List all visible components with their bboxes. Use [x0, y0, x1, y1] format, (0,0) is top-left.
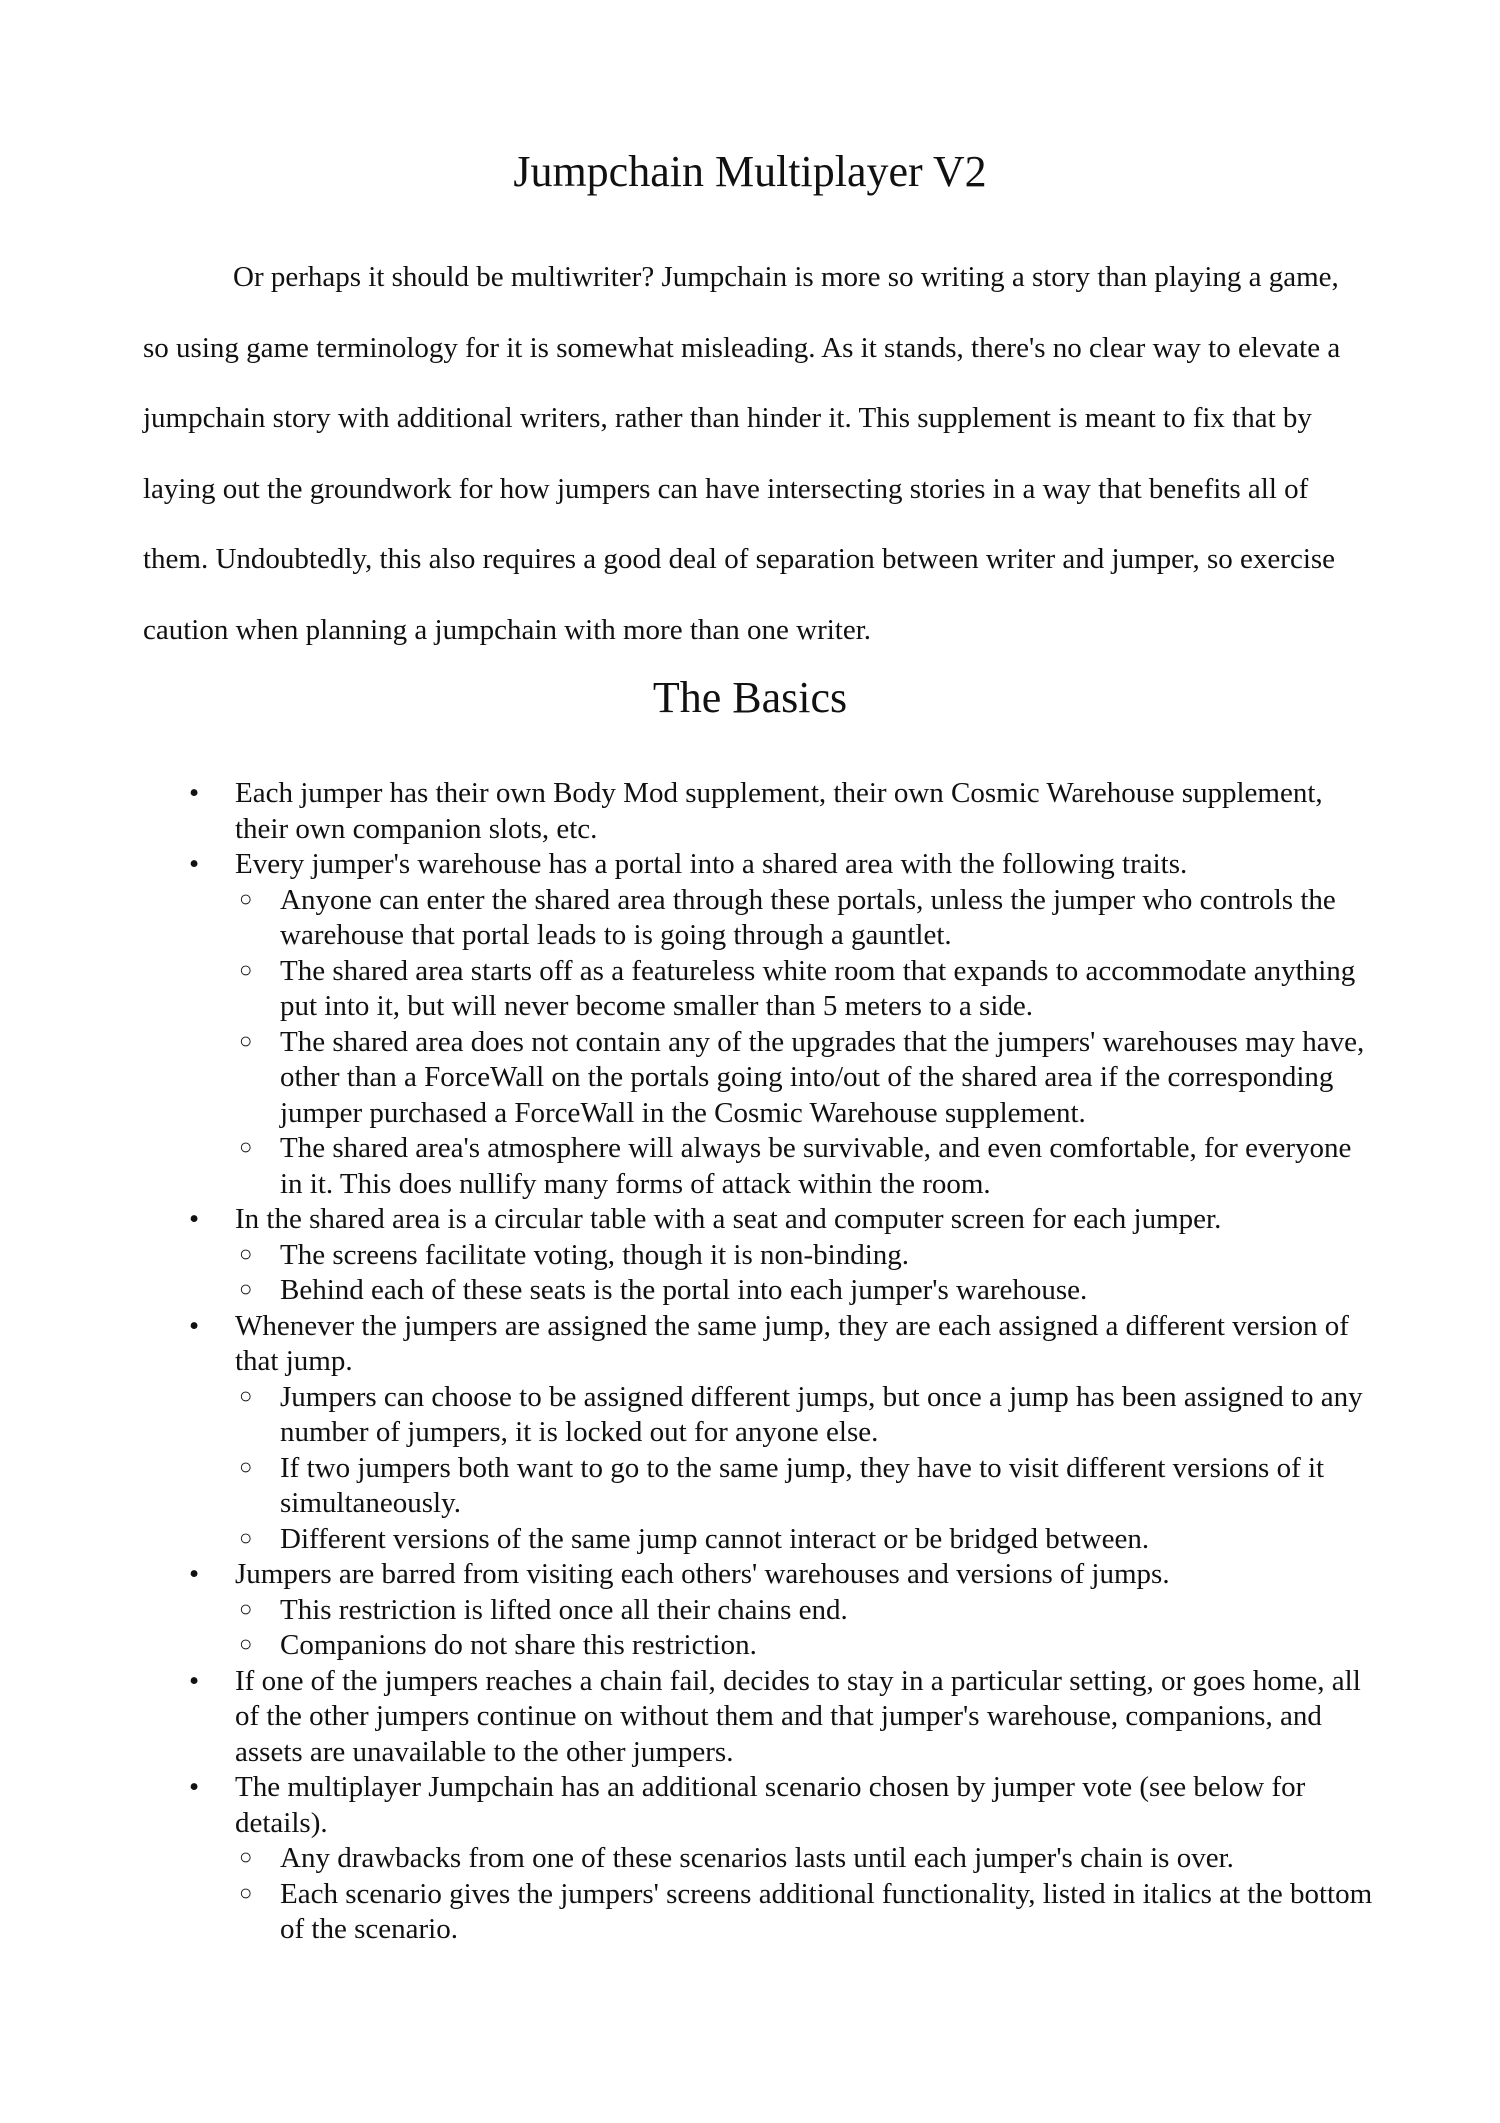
sub-list-item-text: Anyone can enter the shared area through these portals, unless the jumper who controls the warehouse that portal leads to is going through a gauntlet. [280, 883, 1336, 951]
sub-list-item-text: The shared area starts off as a featureless white room that expands to accommodate anything put into it, but will never become smaller than 5 meters to a side. [280, 954, 1356, 1022]
sub-list-item [0, 1628, 1380, 1664]
sub-list-item [0, 954, 1380, 1025]
sub-list-item-text: This restriction is lifted once all their chains end. [280, 1593, 848, 1626]
hollow-bullet-icon: ○ [239, 885, 253, 911]
list-item-text: Each jumper has their own Body Mod supplement, their own Cosmic Warehouse supplement, their own companion slots, etc. [235, 777, 1323, 845]
intro-text: Or perhaps it should be multiwriter? Jumpchain is more so writing a story than playing a game, so using game terminology for it is somewhat misleading. As it stands, there's no clear way to elevate a jumpchain story with additional writers, rather than hinder it. This supplement is meant to fix that by laying out the groundwork for how jumpers can have intersecting stories in a way that benefits all of them. Undoubtedly, this also requires a good deal of separation between writer and jumper, so exercise caution when planning a jumpchain with more than one writer. [143, 261, 1341, 646]
sub-list-item [0, 1131, 1380, 1202]
sub-list-item [0, 1522, 1380, 1558]
list-item-text: Whenever the jumpers are assigned the same jump, they are each assigned a different version of that jump. [235, 1309, 1349, 1377]
sub-list-item [0, 1380, 1380, 1451]
sub-list-item [0, 1877, 1380, 1948]
sub-list-item-text: Different versions of the same jump cannot interact or be bridged between. [280, 1522, 1150, 1555]
hollow-bullet-icon: ○ [239, 1240, 253, 1266]
hollow-bullet-icon: ○ [239, 1631, 253, 1656]
sub-list-item-text: The shared area does not contain any of the upgrades that the jumpers' warehouses may have, other than a ForceWall on the portals going into/out of the shared area if the corresponding jumper purchased a ForceWall in the Cosmic Warehouse supplement. [280, 1025, 1365, 1129]
sub-list-item-text: If two jumpers both want to go to the same jump, they have to visit different versions of it simultaneously. [280, 1451, 1325, 1519]
hollow-bullet-icon: ○ [239, 1276, 253, 1301]
sub-list-item [0, 883, 1380, 954]
list-item [0, 847, 1365, 883]
hollow-bullet-icon: ○ [239, 1844, 253, 1869]
sub-list-item [0, 1593, 1380, 1629]
basics-bullet-list [0, 776, 1500, 1948]
bullet-icon: • [189, 1664, 200, 1697]
bullet-icon: • [189, 777, 200, 809]
sub-list-item-text: Any drawbacks from one of these scenarios lasts until each jumper's chain is over. [280, 1842, 1234, 1874]
list-item [0, 1309, 1365, 1380]
bullet-icon: • [189, 1309, 200, 1342]
sub-list-item-text: Jumpers can choose to be assigned different jumps, but once a jump has been assigned to any number of jumpers, it is locked out for anyone else. [280, 1380, 1363, 1448]
sub-list-item-text: Each scenario gives the jumpers' screens additional functionality, listed in italics at the bottom of the scenario. [280, 1877, 1373, 1945]
list-item [0, 1202, 1365, 1238]
hollow-bullet-icon: ○ [239, 1524, 253, 1550]
sub-list-item-text: Behind each of these seats is the portal into each jumper's warehouse. [280, 1274, 1088, 1306]
list-item-text: The multiplayer Jumpchain has an additional scenario chosen by jumper vote (see below for details). [235, 1771, 1306, 1839]
hollow-bullet-icon: ○ [239, 1382, 253, 1408]
list-item-text: If one of the jumpers reaches a chain fail, decides to stay in a particular setting, or goes home, all of the other jumpers continue on without them and that jumper's warehouse, companions, and assets are unavailable to the other jumpers. [235, 1664, 1361, 1768]
bullet-icon: • [189, 1203, 200, 1235]
sub-list-item [0, 1273, 1380, 1309]
list-item [0, 776, 1365, 847]
bullet-icon: • [189, 1771, 200, 1803]
hollow-bullet-icon: ○ [239, 956, 253, 982]
sub-list-item [0, 1841, 1380, 1877]
list-item [0, 1664, 1365, 1771]
bullet-icon: • [189, 1558, 200, 1590]
hollow-bullet-icon: ○ [239, 1879, 253, 1905]
hollow-bullet-icon: ○ [239, 1134, 253, 1159]
sub-list-item-text: The shared area's atmosphere will always be survivable, and even comfortable, for everyone in it. This does nullify many forms of attack within the room. [280, 1132, 1352, 1200]
list-item-text: Every jumper's warehouse has a portal into a shared area with the following traits. [235, 848, 1188, 880]
sub-list-item-text: The screens facilitate voting, though it is non-binding. [280, 1238, 910, 1271]
hollow-bullet-icon: ○ [239, 1453, 253, 1479]
list-item-text: Jumpers are barred from visiting each others' warehouses and versions of jumps. [235, 1558, 1170, 1590]
list-item [0, 1557, 1365, 1593]
section-title-basics: The Basics [652, 673, 848, 722]
hollow-bullet-icon: ○ [239, 1595, 253, 1621]
intro-paragraph [143, 242, 1365, 665]
sub-list-item [0, 1025, 1380, 1132]
bullet-icon: • [189, 848, 200, 880]
sub-list-item [0, 1238, 1380, 1274]
sub-list-item [0, 1451, 1380, 1522]
list-item-text: In the shared area is a circular table with a seat and computer screen for each jumper. [235, 1203, 1222, 1235]
document-title: Jumpchain Multiplayer V2 [513, 147, 987, 196]
list-item [0, 1770, 1365, 1841]
hollow-bullet-icon: ○ [239, 1027, 253, 1053]
sub-list-item-text: Companions do not share this restriction. [280, 1629, 757, 1661]
